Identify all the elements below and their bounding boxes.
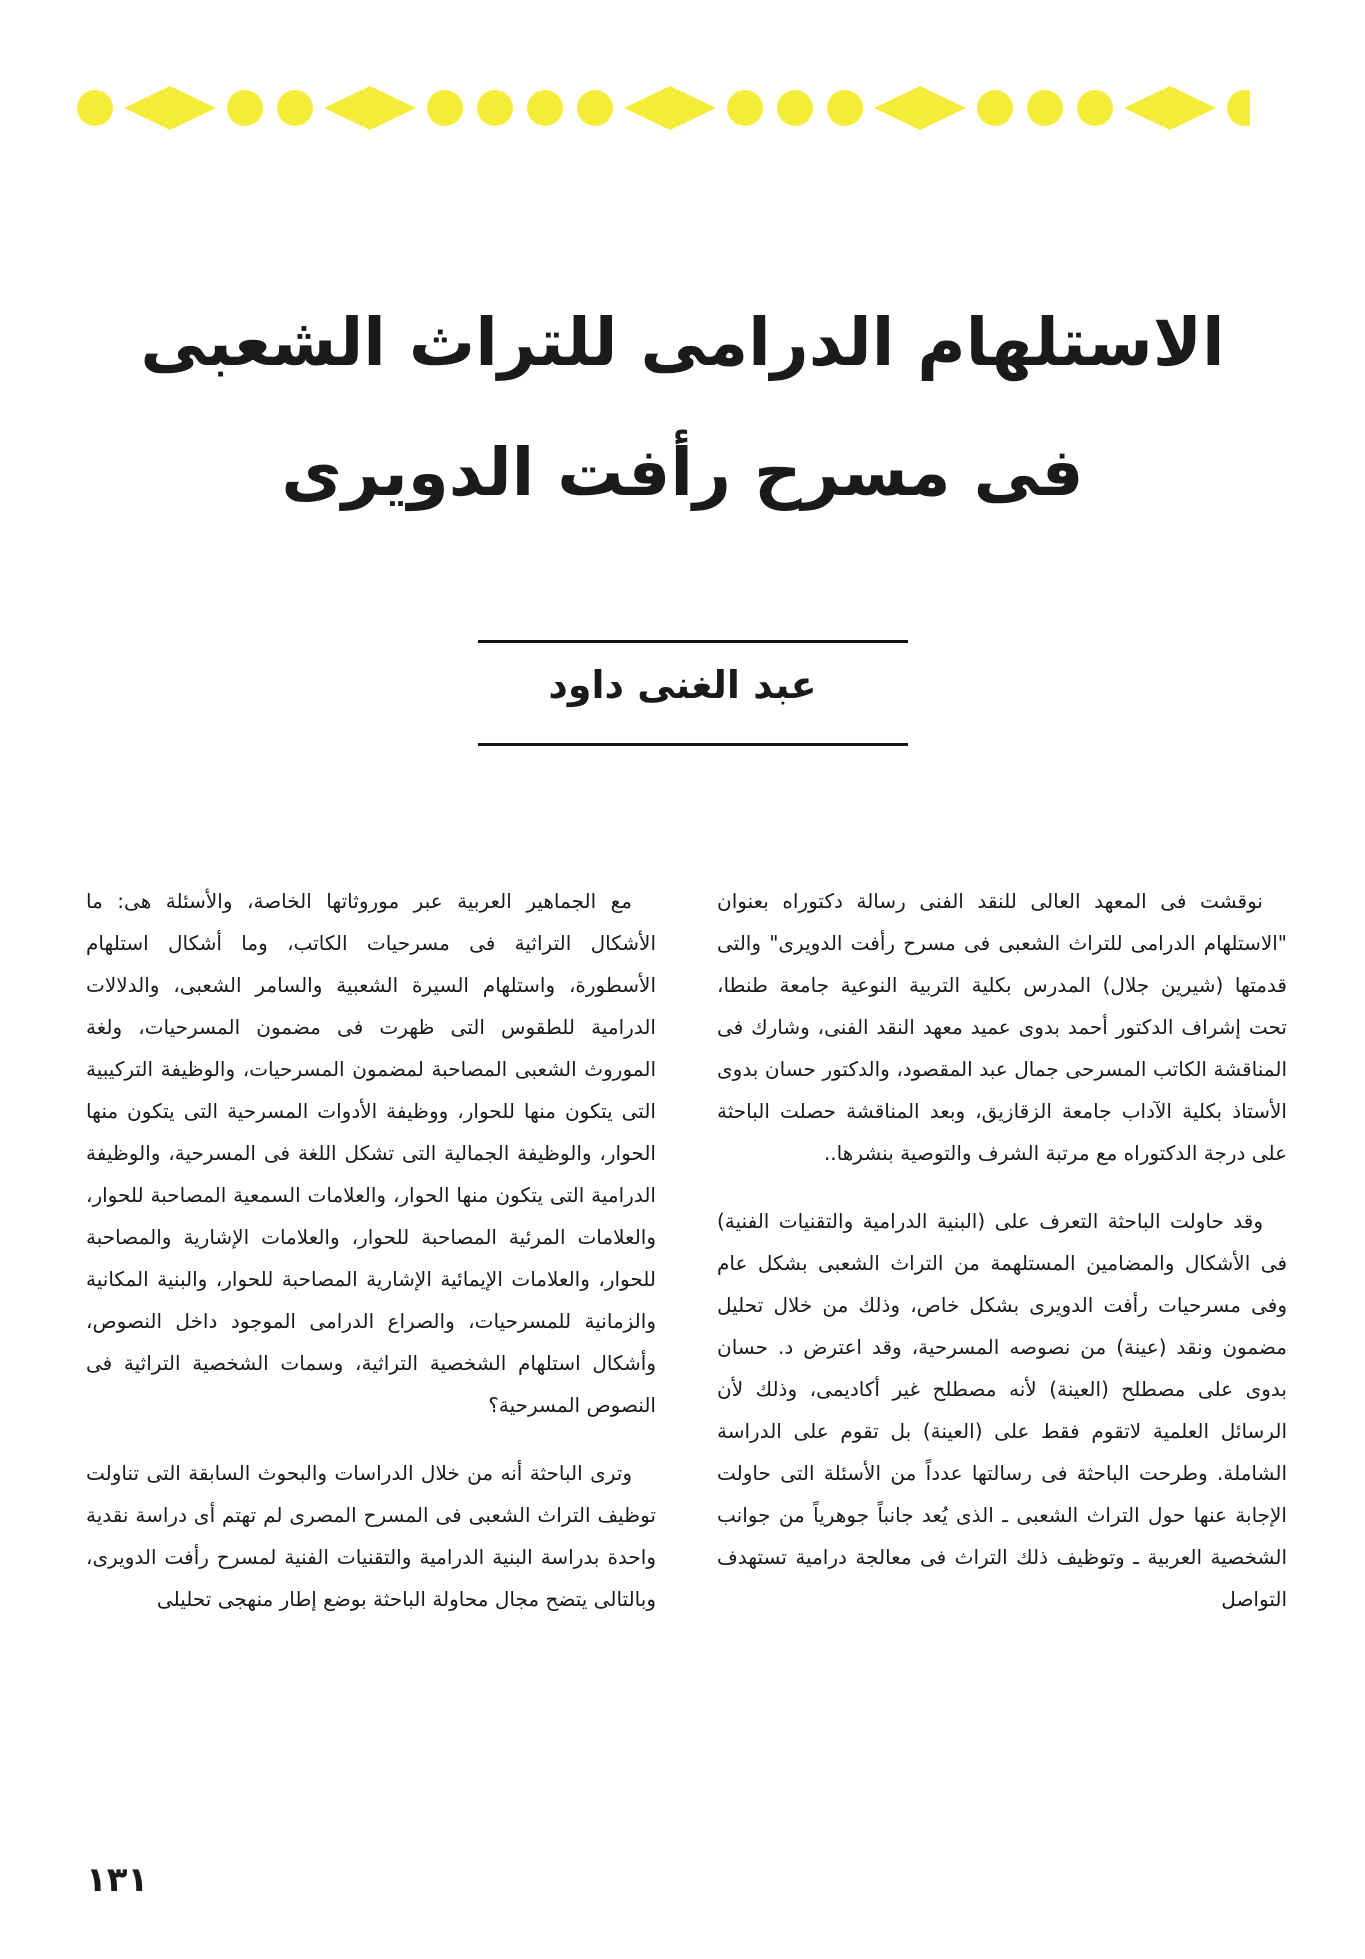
ornament-dot bbox=[727, 90, 763, 126]
author-top-rule bbox=[478, 640, 908, 643]
paragraph: مع الجماهير العربية عبر موروثاتها الخاصة، والأسئلة هى: ما الأشكال التراثية فى مسرحيات الكاتب، وما أشكال استلهام الأسطورة، واستلهام السيرة الشعبية والسامر الشعبى، والدلالات الدرامية للطقوس التى ظهرت فى مضمون المسرحيات، ولغة الموروث الشعبى المصاحبة لمضمون المسرحيات، والوظيفة التركيبية التى يتكون منها للحوار، ووظيفة الأدوات المسرحية التى يتكون منها الحوار، والوظيفة الجمالية التى تشكل اللغة فى المسرحية، والوظيفة الدرامية التى يتكون منها الحوار، والعلامات السمعية المصاحبة للحوار، والعلامات المرئية المصاحبة للحوار، والعلامات الإشارية والمصاحبة للحوار، والعلامات الإيمائية الإشارية المصاحبة للحوار، والبنية المكانية والزمانية للمسرحيات، والصراع الدرامى الموجود داخل النصوص، وأشكال استلهام الشخصية التراثية، وسمات الشخصية التراثية فى النصوص المسرحية؟ bbox=[86, 889, 656, 1417]
ornament-dot bbox=[77, 90, 113, 126]
ornament-dot bbox=[827, 90, 863, 126]
ornament-dot bbox=[227, 90, 263, 126]
ornament-dot bbox=[477, 90, 513, 126]
paragraph: وقد حاولت الباحثة التعرف على (البنية الدرامية والتقنيات الفنية) فى الأشكال والمضامين المستلهمة من التراث الشعبى بشكل عام وفى مسرحيات رأفت الدويرى بشكل خاص، وذلك من خلال تحليل مضمون ونقد (عينة) من نصوصه المسرحية، وقد اعترض د. حسان بدوى على مصطلح (العينة) لأنه مصطلح غير أكاديمى، وذلك لأن الرسائل العلمية لاتقوم فقط على (العينة) بل تقوم على الدراسة الشاملة. وطرحت الباحثة فى رسالتها عدداً من الأسئلة التى حاولت الإجابة عنها حول التراث الشعبى ـ الذى يُعد جانباً جوهرياً من جوانب الشخصية العربية ـ وتوظيف ذلك التراث فى معالجة درامية تستهدف التواصل bbox=[717, 1209, 1287, 1611]
ornament-diamond bbox=[624, 86, 716, 130]
ornament-dot bbox=[577, 90, 613, 126]
article-title-line-2: فى مسرح رأفت الدويرى bbox=[281, 434, 1084, 511]
ornament-dot bbox=[527, 90, 563, 126]
article-title-line-1: الاستلهام الدرامى للتراث الشعبى bbox=[140, 304, 1225, 381]
paragraph: وترى الباحثة أنه من خلال الدراسات والبحوث السابقة التى تناولت توظيف التراث الشعبى فى المسرح المصرى لم تهتم أى دراسة نقدية واحدة بدراسة البنية الدرامية والتقنيات الفنية لمسرح رأفت الدويرى، وبالتالى يتضح مجال محاولة الباحثة بوضع إطار منهجى تحليلى bbox=[86, 1461, 656, 1611]
body-column-right bbox=[717, 880, 1287, 1620]
ornament-diamond bbox=[1124, 86, 1216, 130]
author-bottom-rule bbox=[478, 743, 908, 746]
body-column-left bbox=[86, 880, 656, 1620]
ornament-diamond bbox=[124, 86, 216, 130]
ornament-dot bbox=[427, 90, 463, 126]
page-number: ١٣١ bbox=[86, 1860, 149, 1900]
ornament-diamond bbox=[874, 86, 966, 130]
ornament-dot bbox=[777, 90, 813, 126]
ornament-dot bbox=[1227, 90, 1250, 126]
ornament-diamond bbox=[324, 86, 416, 130]
ornament-dot bbox=[977, 90, 1013, 126]
ornament-dot bbox=[277, 90, 313, 126]
author-name: عبد الغنى داود bbox=[548, 663, 817, 707]
paragraph: نوقشت فى المعهد العالى للنقد الفنى رسالة دكتوراه بعنوان "الاستلهام الدرامى للتراث الشعبى فى مسرح رأفت الدويرى" والتى قدمتها (شيرين جلال) المدرس بكلية التربية النوعية جامعة طنطا، تحت إشراف الدكتور أحمد بدوى عميد معهد النقد الفنى، وشارك فى المناقشة الكاتب المسرحى جمال عبد المقصود، والدكتور حسان بدوى الأستاذ بكلية الآداب جامعة الزقازيق، وبعد المناقشة حصلت الباحثة على درجة الدكتوراه مع مرتبة الشرف والتوصية بنشرها.. bbox=[717, 889, 1287, 1165]
decorative-ornament-band bbox=[70, 78, 1250, 138]
ornament-dot bbox=[1027, 90, 1063, 126]
ornament-dot bbox=[1077, 90, 1113, 126]
